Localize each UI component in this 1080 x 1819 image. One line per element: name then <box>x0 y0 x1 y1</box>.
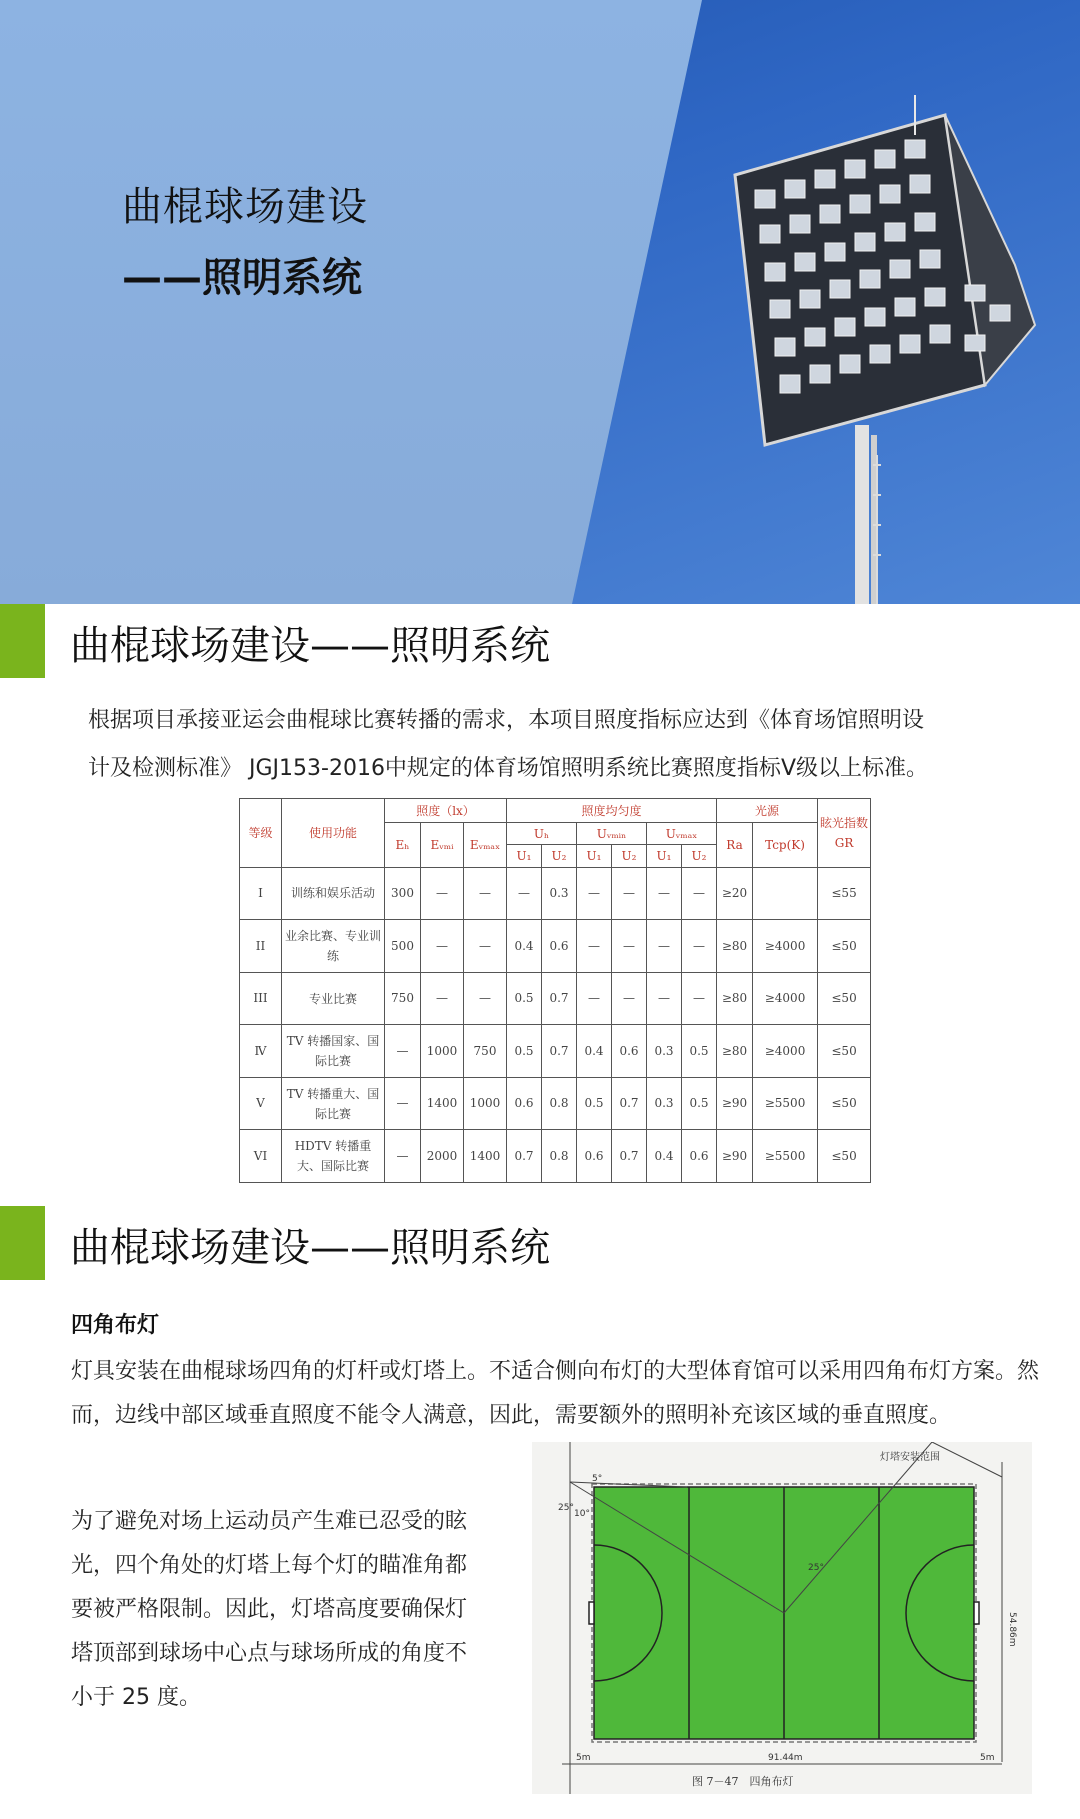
table-cell-uh1: — <box>507 867 542 920</box>
th-light-source: 光源 <box>717 799 818 823</box>
table-cell-evmax: 1400 <box>464 1130 507 1183</box>
section1-intro <box>88 697 1028 793</box>
table-cell-gr: ≤50 <box>818 1130 871 1183</box>
table-cell-uvmin2: 0.7 <box>612 1130 647 1183</box>
th-use: 使用功能 <box>282 799 385 868</box>
table-cell-uvmin1: — <box>577 867 612 920</box>
table-row <box>240 1077 871 1130</box>
table-cell-grade: VI <box>240 1130 282 1183</box>
table-cell-evmi: 1000 <box>421 1025 464 1078</box>
section1-title: 曲棍球场建设——照明系统 <box>70 623 550 669</box>
table-cell-eh: — <box>385 1130 421 1183</box>
th-uh-u2: U₂ <box>542 845 577 867</box>
table-cell-uh1: 0.6 <box>507 1077 542 1130</box>
table-cell-grade: I <box>240 867 282 920</box>
th-illuminance: 照度（lx） <box>385 799 507 823</box>
th-uvmax-u1: U₁ <box>647 845 682 867</box>
table-cell-uvmin1: 0.6 <box>577 1130 612 1183</box>
th-uvmin: Uᵥₘᵢₙ <box>577 823 647 845</box>
four-corner-heading: 四角布灯 <box>71 1313 160 1338</box>
table-cell-use: TV 转播重大、国际比赛 <box>282 1077 385 1130</box>
hero-banner <box>0 0 1080 604</box>
illuminance-standard-table <box>239 798 871 1183</box>
th-uvmax-u2: U₂ <box>682 845 717 867</box>
table-cell-uvmin2: — <box>612 867 647 920</box>
table-cell-tcp: ≥5500 <box>753 1130 818 1183</box>
th-uvmax: Uᵥₘₐₓ <box>647 823 717 845</box>
table-cell-uh2: 0.8 <box>542 1077 577 1130</box>
table-cell-evmax: — <box>464 867 507 920</box>
table-cell-uvmin1: 0.4 <box>577 1025 612 1078</box>
th-evmax: Eᵥₘₐₓ <box>464 823 507 867</box>
table-cell-use: TV 转播国家、国际比赛 <box>282 1025 385 1078</box>
hero-title: 曲棍球场建设 <box>122 184 368 230</box>
table-cell-uvmax1: — <box>647 867 682 920</box>
section1-header <box>0 604 1080 678</box>
table-cell-evmi: 2000 <box>421 1130 464 1183</box>
table-cell-ra: ≥90 <box>717 1077 753 1130</box>
table-cell-uvmax2: 0.6 <box>682 1130 717 1183</box>
table-cell-tcp: ≥4000 <box>753 920 818 973</box>
table-cell-uvmax1: 0.3 <box>647 1025 682 1078</box>
table-cell-uvmax1: 0.4 <box>647 1130 682 1183</box>
table-cell-gr: ≤50 <box>818 1025 871 1078</box>
section2-header <box>0 1206 1080 1280</box>
table-cell-uvmin1: — <box>577 920 612 973</box>
th-evmi: Eᵥₘᵢ <box>421 823 464 867</box>
label-width: 54.86m <box>1007 1612 1017 1647</box>
table-cell-gr: ≤55 <box>818 867 871 920</box>
table-cell-evmi: — <box>421 867 464 920</box>
table-cell-uh1: 0.7 <box>507 1130 542 1183</box>
table-cell-evmax: 750 <box>464 1025 507 1078</box>
table-row <box>240 867 871 920</box>
table-cell-uvmax2: — <box>682 920 717 973</box>
label-tower-zone: 灯塔安装范围 <box>880 1452 940 1463</box>
table-cell-use: 业余比赛、专业训练 <box>282 920 385 973</box>
table-cell-gr: ≤50 <box>818 1077 871 1130</box>
table-cell-ra: ≥80 <box>717 1025 753 1078</box>
label-offset-left: 5m <box>576 1753 591 1763</box>
table-cell-uh2: 0.7 <box>542 972 577 1025</box>
section1-accent-bar <box>0 604 45 678</box>
label-angle-25-center: 25° <box>808 1563 824 1573</box>
table-cell-uvmax2: — <box>682 972 717 1025</box>
table-cell-grade: III <box>240 972 282 1025</box>
intro-line-2: 计及检测标准》 JGJ153-2016中规定的体育场馆照明系统比赛照度指标Ⅴ级以上标准。 <box>88 756 928 781</box>
th-uh: Uₕ <box>507 823 577 845</box>
th-eh: Eₕ <box>385 823 421 867</box>
table-cell-uh2: 0.7 <box>542 1025 577 1078</box>
table-cell-uh2: 0.6 <box>542 920 577 973</box>
th-uvmin-u1: U₁ <box>577 845 612 867</box>
table-cell-ra: ≥90 <box>717 1130 753 1183</box>
th-uvmin-u2: U₂ <box>612 845 647 867</box>
label-length: 91.44m <box>768 1753 803 1763</box>
four-corner-lighting-diagram <box>532 1442 1032 1794</box>
table-cell-evmax: — <box>464 920 507 973</box>
table-cell-uh1: 0.5 <box>507 972 542 1025</box>
th-glare: 眩光指数GR <box>818 799 871 868</box>
table-cell-eh: — <box>385 1077 421 1130</box>
table-cell-evmi: — <box>421 972 464 1025</box>
diagram-caption: 图 7－47 四角布灯 <box>692 1775 794 1788</box>
table-cell-uh1: 0.5 <box>507 1025 542 1078</box>
label-angle-5: 5° <box>592 1474 603 1484</box>
table-cell-evmax: 1000 <box>464 1077 507 1130</box>
table-cell-uvmax2: 0.5 <box>682 1077 717 1130</box>
table-cell-use: 专业比赛 <box>282 972 385 1025</box>
intro-line-1: 根据项目承接亚运会曲棍球比赛转播的需求，本项目照度指标应达到《体育场馆照明设 <box>88 708 925 733</box>
th-uniformity: 照度均匀度 <box>507 799 717 823</box>
table-cell-gr: ≤50 <box>818 972 871 1025</box>
table-cell-uvmax2: 0.5 <box>682 1025 717 1078</box>
table-cell-tcp: ≥4000 <box>753 972 818 1025</box>
table-cell-uh1: 0.4 <box>507 920 542 973</box>
table-cell-evmi: 1400 <box>421 1077 464 1130</box>
th-grade: 等级 <box>240 799 282 868</box>
table-cell-ra: ≥20 <box>717 867 753 920</box>
th-uh-u1: U₁ <box>507 845 542 867</box>
table-cell-uvmin1: 0.5 <box>577 1077 612 1130</box>
label-angle-10: 10° <box>574 1509 590 1519</box>
table-cell-grade: V <box>240 1077 282 1130</box>
table-cell-gr: ≤50 <box>818 920 871 973</box>
label-angle-25-top: 25° <box>558 1503 574 1513</box>
table-cell-uvmin2: — <box>612 920 647 973</box>
table-cell-uvmax2: — <box>682 867 717 920</box>
table-cell-uh2: 0.3 <box>542 867 577 920</box>
table-row <box>240 972 871 1025</box>
four-corner-paragraph-2: 为了避免对场上运动员产生难已忍受的眩光，四个角处的灯塔上每个灯的瞄准角都要被严格限制。因此，灯塔高度要确保灯塔顶部到球场中心点与球场所成的角度不小于 25 度。 <box>71 1509 468 1710</box>
table-cell-ra: ≥80 <box>717 972 753 1025</box>
table-row <box>240 1025 871 1078</box>
four-corner-paragraph-1: 灯具安装在曲棍球场四角的灯杆或灯塔上。不适合侧向布灯的大型体育馆可以采用四角布灯方案。然而，边线中部区域垂直照度不能令人满意，因此，需要额外的照明补充该区域的垂直照度。 <box>71 1359 1040 1428</box>
table-cell-eh: 750 <box>385 972 421 1025</box>
table-cell-evmi: — <box>421 920 464 973</box>
section2-accent-bar <box>0 1206 45 1280</box>
table-cell-evmax: — <box>464 972 507 1025</box>
table-cell-uvmin2: — <box>612 972 647 1025</box>
table-cell-tcp: ≥4000 <box>753 1025 818 1078</box>
table-row <box>240 920 871 973</box>
table-cell-uvmin2: 0.6 <box>612 1025 647 1078</box>
table-cell-uvmax1: — <box>647 972 682 1025</box>
table-cell-uvmin1: — <box>577 972 612 1025</box>
table-body <box>240 867 871 1182</box>
table-row <box>240 1130 871 1183</box>
th-tcp: Tcp(K) <box>753 823 818 867</box>
table-cell-use: HDTV 转播重大、国际比赛 <box>282 1130 385 1183</box>
floodlight-tower-illustration <box>715 95 1055 604</box>
table-cell-uvmin2: 0.7 <box>612 1077 647 1130</box>
table-cell-uvmax1: 0.3 <box>647 1077 682 1130</box>
th-ra: Ra <box>717 823 753 867</box>
table-cell-grade: Ⅳ <box>240 1025 282 1078</box>
table-cell-uvmax1: — <box>647 920 682 973</box>
table-cell-uh2: 0.8 <box>542 1130 577 1183</box>
hero-subtitle: ——照明系统 <box>122 255 362 301</box>
table-cell-use: 训练和娱乐活动 <box>282 867 385 920</box>
table-cell-tcp: ≥5500 <box>753 1077 818 1130</box>
table-cell-grade: II <box>240 920 282 973</box>
table-cell-tcp <box>753 867 818 920</box>
section2-title: 曲棍球场建设——照明系统 <box>70 1225 550 1271</box>
table-cell-eh: 500 <box>385 920 421 973</box>
table-cell-ra: ≥80 <box>717 920 753 973</box>
table-cell-eh: 300 <box>385 867 421 920</box>
table-cell-eh: — <box>385 1025 421 1078</box>
label-offset-right: 5m <box>980 1753 995 1763</box>
